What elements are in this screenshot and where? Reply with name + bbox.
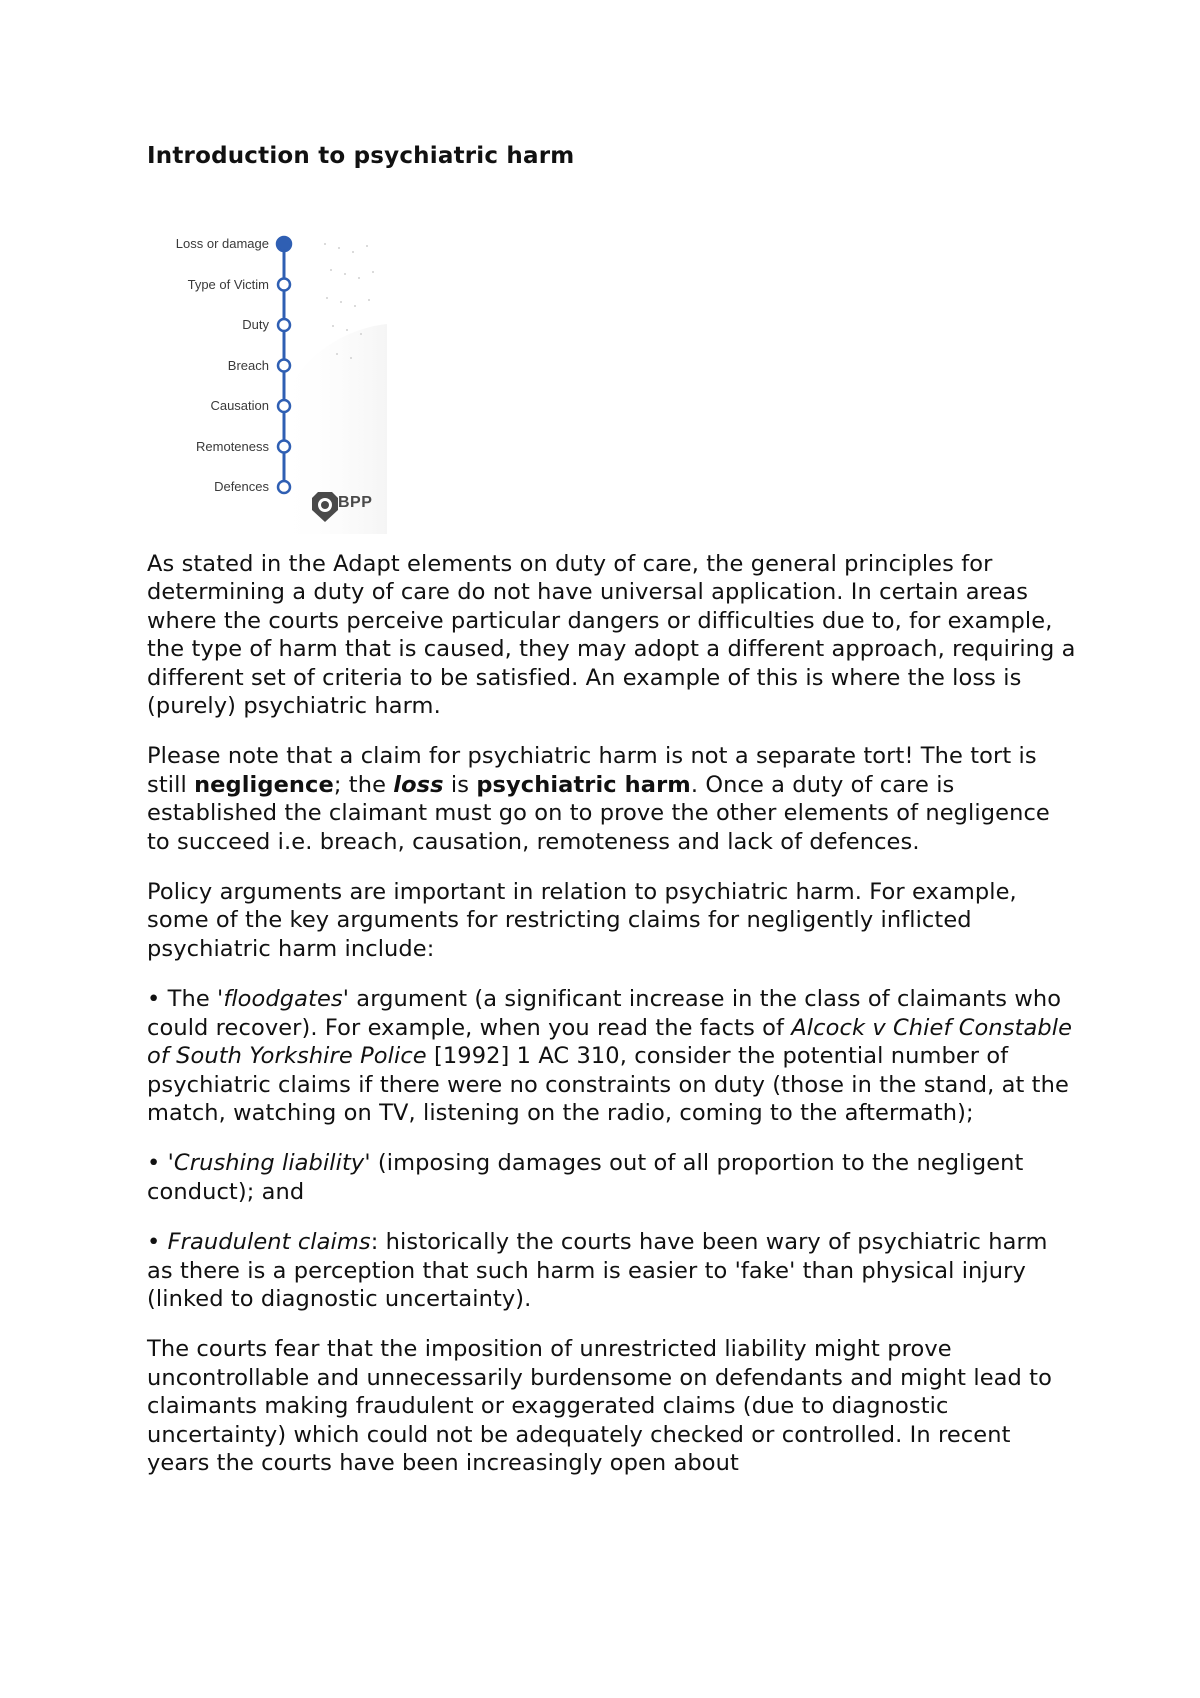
timeline-node	[278, 441, 290, 453]
text-run: • The '	[147, 986, 224, 1013]
timeline-node	[278, 319, 290, 331]
text-run: . Once a duty of care is established the claimant must go on to prove the other elements of negligence to succeed i.e. breach, causation, remoteness and lack of defences.	[147, 771, 1050, 855]
bold-negligence: negligence	[194, 771, 334, 798]
page-title: Introduction to psychiatric harm	[147, 143, 575, 169]
italic-floodgates: floodgates	[223, 986, 343, 1013]
bold-italic-loss: loss	[393, 771, 444, 798]
timeline-node	[277, 237, 291, 251]
bullet-floodgates	[147, 985, 1077, 1127]
timeline-node	[278, 360, 290, 372]
case-name-alcock: Alcock v Chief Constable of South Yorkshire Police	[147, 1014, 1073, 1070]
bullet-fraudulent-claims	[147, 1228, 1077, 1313]
text-run: is	[443, 771, 477, 798]
italic-crushing-liability: Crushing liability	[173, 1150, 365, 1177]
timeline-label: Defences	[214, 479, 269, 494]
timeline-node	[278, 481, 290, 493]
timeline-label: Loss or damage	[175, 236, 269, 251]
paragraph-duty-principles: As stated in the Adapt elements on duty of care, the general principles for determining a duty of care do not have universal application. In certain areas where the courts perceive particular dangers or difficulties due to, for example, the type of harm that is caused, they may adopt a different approach, requiring a different set of criteria to be satisfied. An example of this is where the loss is (purely) psychiatric harm.	[147, 551, 1076, 720]
body-text	[147, 550, 1077, 1477]
paragraph-not-separate-tort	[147, 742, 1077, 856]
italic-fraudulent-claims: Fraudulent claims	[167, 1229, 371, 1256]
paragraph-courts-fear: The courts fear that the imposition of unrestricted liability might prove uncontrollable and unnecessarily burdensome on defendants and might lead to claimants making fraudulent or exaggerated claims (due to diagnostic uncertainty) which could not be adequately checked or controlled. In recent years the courts have been increasingly open about	[147, 1336, 1052, 1476]
text-run: •	[147, 1229, 168, 1256]
text-run: ; the	[333, 771, 394, 798]
bullet-crushing-liability	[147, 1149, 1077, 1206]
paragraph-policy-arguments: Policy arguments are important in relation to psychiatric harm. For example, some of the key arguments for restricting claims for negligently inflicted psychiatric harm include:	[147, 879, 1017, 962]
document-page	[147, 141, 1077, 1499]
timeline-label: Causation	[210, 398, 269, 413]
text-run: ' (imposing damages out of all proportion to the negligent conduct); and	[147, 1150, 1024, 1205]
bold-psychiatric-harm: psychiatric harm	[476, 771, 691, 798]
text-run: Please note that a claim for psychiatric harm is not a separate tort! The tort is still	[147, 743, 1037, 798]
timeline-node	[278, 400, 290, 412]
text-run: [1992] 1 AC 310, consider the potential number of psychiatric claims if there were no constraints on duty (those in the stand, at the match, watching on TV, listening on the radio, coming to the aftermath);	[147, 1043, 1069, 1126]
timeline-label: Breach	[227, 357, 269, 373]
bpp-logo-text: BPP	[338, 494, 373, 511]
timeline-label: Type of Victim	[187, 276, 269, 292]
timeline-node	[278, 279, 290, 291]
text-run: ' argument (a significant increase in the class of claimants who could recover). For example, when you read the facts of	[147, 986, 1062, 1041]
negligence-elements-figure	[147, 214, 387, 534]
text-run: : historically the courts have been wary of psychiatric harm as there is a perception that such harm is easier to 'fake' than physical injury (linked to diagnostic uncertainty).	[147, 1229, 1048, 1312]
text-run: • '	[147, 1150, 174, 1177]
timeline-label: Remoteness	[196, 438, 269, 454]
timeline-label: Duty	[242, 317, 269, 332]
